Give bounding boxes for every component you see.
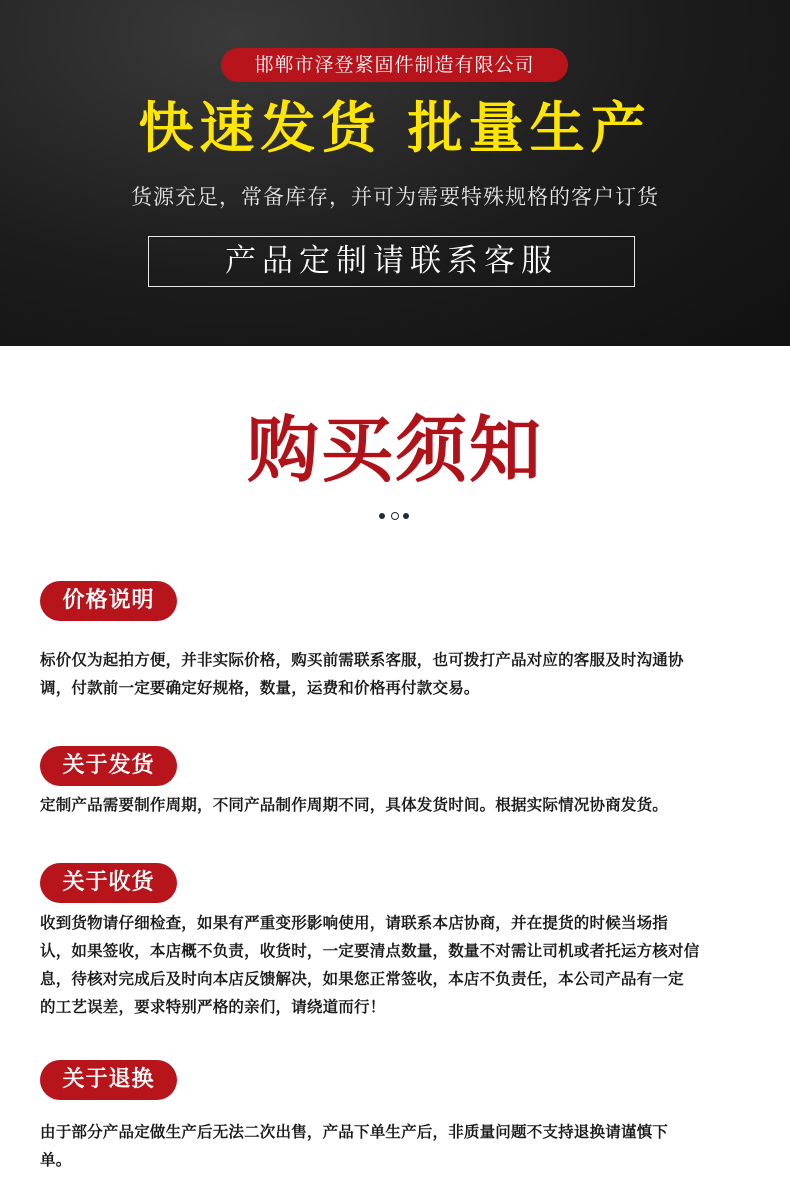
body-line: 定制产品需要制作周期，不同产品制作周期不同，具体发货时间。根据实际情况协商发货。	[40, 796, 669, 814]
dot-icon	[403, 513, 409, 519]
section-body-receiving	[40, 909, 762, 1021]
section-title-returns: 关于退换	[40, 1060, 177, 1100]
body-line: 收到货物请仔细检查，如果有严重变形影响使用，请联系本店协商，并在提货的时候当场指	[40, 914, 669, 932]
body-line: 的工艺误差，要求特别严格的亲们，请绕道而行！	[40, 998, 386, 1016]
divider-dots	[379, 511, 413, 521]
body-line: 认，如果签收，本店概不负责，收货时，一定要清点数量，数量不对需让司机或者托运方核对信	[40, 942, 700, 960]
body-line: 调，付款前一定要确定好规格，数量，运费和价格再付款交易。	[40, 679, 480, 697]
headline: 快速发货 批量生产	[138, 96, 652, 160]
section-body-returns	[40, 1118, 762, 1174]
body-line: 标价仅为起拍方便，并非实际价格，购买前需联系客服，也可拨打产品对应的客服及时沟通协	[40, 651, 684, 669]
top-banner	[0, 0, 790, 346]
section-title-price: 价格说明	[40, 581, 177, 621]
dot-icon	[379, 513, 385, 519]
custom-order-note: 产品定制请联系客服	[148, 236, 635, 287]
body-line: 单。	[40, 1151, 72, 1169]
section-body-price	[40, 646, 762, 702]
body-line: 由于部分产品定做生产后无法二次出售，产品下单生产后，非质量问题不支持退换请谨慎下	[40, 1123, 669, 1141]
section-title-receiving: 关于收货	[40, 863, 177, 903]
dot-ring-icon	[391, 512, 399, 520]
notice-title: 购买须知	[246, 408, 543, 492]
section-body-shipping	[40, 791, 762, 819]
section-title-shipping: 关于发货	[40, 746, 177, 786]
company-name-badge: 邯郸市泽登紧固件制造有限公司	[221, 48, 568, 82]
body-line: 息，待核对完成后及时向本店反馈解决，如果您正常签收，本店不负责任，本公司产品有一定	[40, 970, 684, 988]
subheadline: 货源充足，常备库存，并可为需要特殊规格的客户订货	[131, 185, 659, 209]
